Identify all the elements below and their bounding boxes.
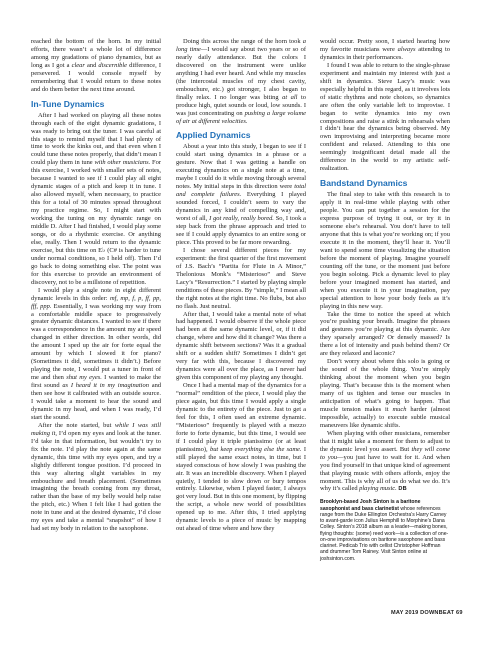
paragraph: After I had worked on playing all these notes through each of the eight dynamic gradations, I was ready to bring out the tuner. I was careful at this stage to remind myself that I had plenty of time to work the kinks out, and that even when I could tune these notes properly, that didn’t mean I could play them in tune with other musicians. For this exercise, I worked with smaller sets of notes, because I wanted to see if I could play all eight dynamic stages of a pitch and keep it in tune. I also allowed myself, when necessary, to practice this for a total of 30 minutes spread throughout my practice regime. So, I might start with working the tuning on my dynamic range on middle D. After I had finished, I would play some songs, or do a rhythmic exercise. Or anything else, really. Then I would return to the dynamic exercise, but this time on E♭ (C# is harder to tune under normal conditions, so I held off). Then I’d go back to doing something else. The point was for this exercise to provide an environment of discovery, not to be a millstone of repetition. [31, 111, 161, 286]
paragraph: Take the time to notice the speed at which you’re pushing your breath. Imagine the phrases and gestures you’re playing at this dynamic. Are they sparsely arranged? Or densely massed? Is there a lot of intensity and push behind them? Or are they relaxed and laconic? [320, 310, 450, 358]
paragraph: I chose several different pieces for my experiment: the first quarter of the first movement of J.S. Bach’s “Partita for Flute in A Minor,” Thelonious Monk’s “Misterioso” and Steve Lacy’s “Resurrection.” I started by playing simple renditions of these pieces. By “simple,” I mean all the right notes at the right time. No flubs, but also no flash. Just neutral. [176, 246, 306, 310]
paragraph: When playing with other musicians, remember that it might take a moment for them to adjust to the dynamic level you assert. But they will come to you—you just have to wait for it. And when you find yourself in that unique kind of agreement that playing music with others affords, enjoy the moment. This is why all of us do what we do. It’s why it’s called playing music. DB [320, 429, 450, 493]
section-heading-applied-dynamics: Applied Dynamics [176, 130, 251, 141]
paragraph: After the note started, but while I was still making it, I’d open my eyes and look at the tuner. I’d take in that information, but wouldn’t try to fix the note. I’d play the note again at the same dynamic, this time with my eyes open, and try a slightly different tongue position. I’d proceed in this way altering slight variables in my embouchure and breath placement. (Sometimes imagining the breath coming from my throat, rather than the base of my belly would help raise the pitch, etc.) When I felt like I had gotten the note in tune and at the desired dynamic, I’d close my eyes and take a mental “snapshot” of how I had set my body in relation to the saxophone. [31, 421, 161, 533]
paragraph: Don’t worry about where this solo is going or the sound of the whole thing. You’re simply thinking about the moment when you begin playing. That’s because this is the moment when many of us tighten and tense our muscles in anticipation of what’s going to happen. That muscle tension makes it much harder (almost impossible, actually) to execute subtle musical maneuvers like dynamic shifts. [320, 358, 450, 429]
article-column-2 [176, 38, 306, 533]
article-column-1 [31, 38, 161, 533]
page-footer: MAY 2019 DOWNBEAT 69 [391, 610, 463, 616]
paragraph: reached the bottom of the horn. In my initial efforts, there wasn’t a whole lot of difference among my gradations of piano dynamics, but as long as I got a clear and discernible difference, I persevered. I would console myself by remembering that I would return to these notes and do them better the next time around. [31, 38, 161, 93]
paragraph: would occur. Pretty soon, I started hearing how my favorite musicians were always attending to dynamics in their performances. [320, 38, 450, 61]
section-heading-in-tune-dynamics: In-Tune Dynamics [31, 98, 105, 109]
paragraph: Doing this across the range of the horn took a long time—I would say about two years or so of nearly daily attendance. But the colors I discovered on the instrument were unlike anything I had ever heard. And while my muscles (the intercostal muscles of my chest cavity, embouchure, etc.) got stronger, I also began to finally relax. I no longer was biting at all to produce high, quiet sounds or loud, low sounds. I was just concentrating on pushing a large volume of air at different velocities. [176, 38, 306, 125]
article-column-3 [320, 38, 450, 562]
end-mark: DB [398, 486, 407, 493]
paragraph: About a year into this study, I began to see if I could start using dynamics in a phrase or a gesture. Now that I was getting a handle on executing dynamics on a single note at a time, maybe I could do it while moving through several notes. My initial steps in this direction were total and complete failures. Everything I played sounded forced, I couldn’t seem to vary the dynamics in any kind of compelling way and, worst of all, I got really, really bored. So, I took a step back from the phrase approach and tried to see if I could apply dynamics to an entire song or piece. This proved to be far more rewarding. [176, 143, 306, 246]
paragraph: I would play a single note in eight different dynamic levels in this order: mf, mp, f, p, ff, pp, fff, ppp. Essentially, I was working my way from a comfortable middle space to progressively greater dynamic distances. I wanted to see if there was a correspondence in the amount my air speed changed in either direction. In other words, did the amount I sped up the air for forte equal the amount by which I slowed it for piano? (Sometimes it did, sometimes it didn’t.) Before playing the note, I would put a tuner in front of me and then shut my eyes. I wanted to make the first sound as I heard it in my imagination and then see how it calibrated with an outside source. I would take a moment to hear the sound and dynamic in my head, and when I was ready, I’d start the sound. [31, 286, 162, 421]
paragraph: I found I was able to return to the single-phrase experiment and maintain my interest with just a shift in dynamics. Steve Lacy’s music was especially helpful in this regard, as it involves lots of static rhythms and note choices, so dynamics are often the only variable left to improvise. I began to write dynamics into my own compositions and raise a stink in rehearsals when I didn’t hear the dynamics being observed. My own improvising and interpreting became more confident and relaxed. Attending to this one seemingly insignificant detail made all the difference in the world to my artistic self-realization. [320, 61, 450, 173]
section-heading-bandstand-dynamics: Bandstand Dynamics [320, 178, 408, 189]
paragraph: The final step to take with this research is to apply it in real-time while playing with other people. You can put together a session for the express purpose of trying it out, or try it in someone else’s rehearsal. You don’t have to tell anyone that this is what you’re working on; if you execute it in the moment, they’ll hear it. You’ll want to spend some time visualizing the situation before the moment of playing. Imagine yourself counting off the tune, or the moment just before you begin soloing. Pick a dynamic level to play before your imagined moment has started, and when you execute it in your imagination, pay special attention to how your body feels as it’s playing in this new way. [320, 191, 450, 310]
paragraph: After that, I would take a mental note of what had happened. I would observe if the whole piece had been at the same dynamic level, or, if it did change, where and how did it change? Was there a dynamic shift between sections? Was it a gradual shift or a sudden shift? Sometimes I didn’t get very far with this, because I discovered my dynamics were all over the place, as I never had given this component of my playing any thought. [176, 310, 306, 382]
paragraph: Once I had a mental map of the dynamics for a “normal” rendition of the piece, I would play the piece again, but this time I would apply a single dynamic to the entirety of the piece. Just to get a feel for this, I often used an extreme dynamic. “Misterioso” frequently is played with a mezzo forte to forte dynamic, but this time, I would see if I could play it triple pianissimo (or at least pianissimo), but keep everything else the same. I still played the same exact notes, in time, but I stayed conscious of how slowly I was pushing the air. It was an incredible discovery. When I played quietly, I tended to slow down or bury tempos entirely. Likewise, when I played faster, I always got very loud. But in this one moment, by flipping the script, a whole new world of possibilities opened up to me. After this, I tried applying dynamic levels to a piece of music by mapping out ahead of time where and how they [176, 382, 306, 533]
author-bio: Brooklyn-based Josh Sinton is a baritone saxophonist and bass clarinetist whose references range from the Duke Ellington Orchestra’s Harry Carney to avant-garde icon Julius Hemphill to Morphine’s Dana Colley. Sinton’s 2018 album as a leader—making bones, flying thoughts: (some) reed work—is a collection of one-on-one improvisations on baritone saxophone and bass clarinet. Pedicab Trio with cellist Christopher Hoffman and drummer Tom Rainey. Visit Sinton online at joshsinton.com. [320, 499, 449, 562]
